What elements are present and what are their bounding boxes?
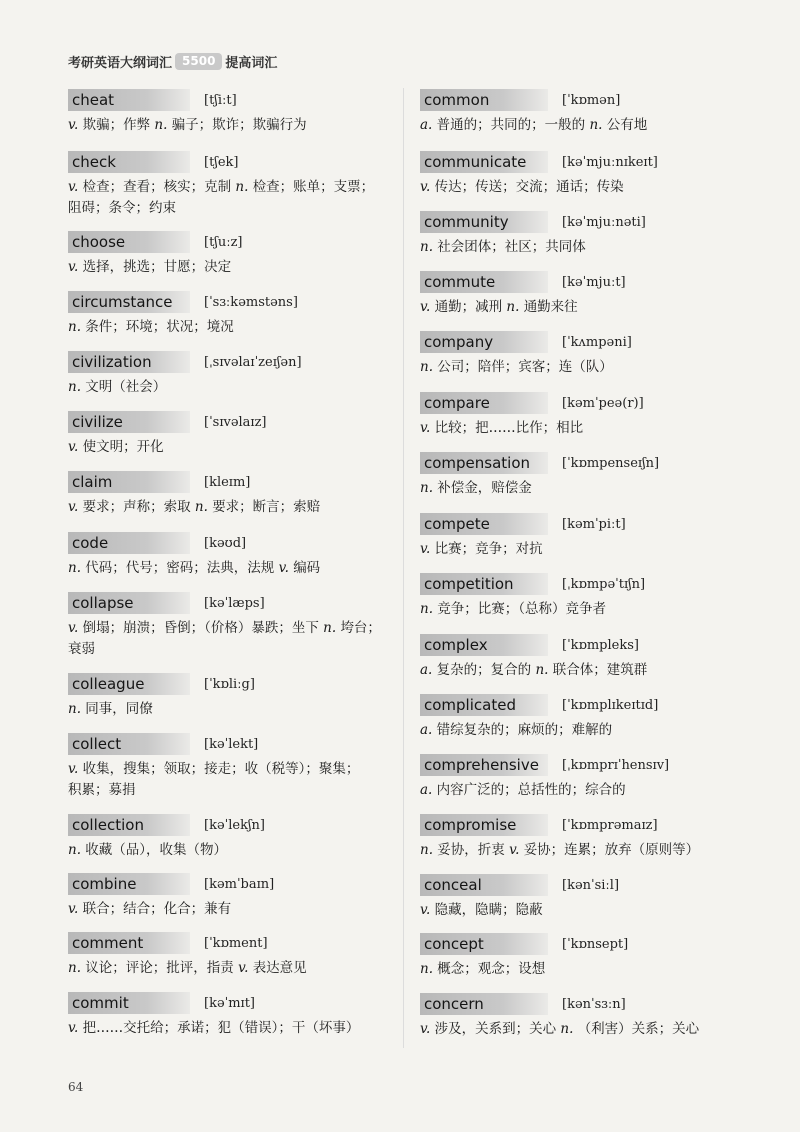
gloss: 要求；声称；索取	[82, 499, 195, 515]
definition-line	[68, 699, 403, 720]
phonetic: [ˈkɒliːg]	[204, 676, 255, 692]
part-of-speech: n.	[560, 1021, 578, 1037]
gloss: 文明（社会）	[85, 379, 167, 395]
definition	[68, 958, 403, 979]
headword: circumstance	[68, 291, 190, 313]
definition	[68, 317, 403, 338]
entry-community	[420, 211, 755, 258]
part-of-speech: n.	[323, 620, 341, 636]
definition-line	[68, 639, 403, 660]
part-of-speech: v.	[420, 1021, 435, 1037]
part-of-speech: n.	[68, 560, 86, 576]
part-of-speech: n.	[420, 601, 438, 617]
definition	[420, 660, 755, 681]
phonetic: [tʃiːt]	[204, 92, 237, 108]
page-number: 64	[68, 1080, 84, 1094]
phonetic: [kəˈmjuːt]	[562, 274, 626, 290]
gloss: 竞争；比赛；（总称）竞争者	[437, 601, 607, 617]
headword: communicate	[420, 151, 548, 173]
definition-line	[68, 177, 403, 198]
gloss: 衰弱	[68, 641, 95, 657]
gloss: 公有地	[606, 117, 648, 133]
gloss: 妥协；连累；放弃（原则等）	[523, 842, 700, 858]
definition-line	[420, 297, 755, 318]
gloss: 比赛；竞争；对抗	[434, 541, 543, 557]
entry-common	[420, 89, 755, 136]
definition-line	[68, 958, 403, 979]
definition	[68, 618, 403, 660]
entry-civilization	[68, 351, 403, 398]
definition-line	[420, 720, 755, 741]
definition	[68, 840, 403, 861]
entry-communicate	[420, 151, 755, 198]
definition	[420, 1019, 755, 1040]
definition	[420, 959, 755, 980]
part-of-speech: n.	[420, 842, 438, 858]
phonetic: [kəˈmɪt]	[204, 995, 255, 1011]
headword: compensation	[420, 452, 548, 474]
phonetic: [ˈkɒmprəmaɪz]	[562, 817, 658, 833]
headword: civilize	[68, 411, 190, 433]
gloss: 表达意见	[252, 960, 307, 976]
definition	[68, 899, 403, 920]
headword: compete	[420, 513, 548, 535]
definition-line	[420, 539, 755, 560]
entry-claim	[68, 471, 403, 518]
definition	[68, 115, 403, 136]
gloss: 社会团体；社区；共同体	[437, 239, 586, 255]
gloss: 积累；募捐	[68, 782, 136, 798]
entry-compensation	[420, 452, 755, 499]
definition-line	[420, 115, 755, 136]
entry-concern	[420, 993, 755, 1040]
headword: complex	[420, 634, 548, 656]
definition-line	[420, 780, 755, 801]
definition-line	[420, 418, 755, 439]
gloss: 联合；结合；化合；兼有	[82, 901, 232, 917]
phonetic: [kəmˈpeə(r)]	[562, 395, 644, 411]
definition	[68, 257, 403, 278]
phonetic: [ˈsɜːkəmstəns]	[204, 294, 298, 310]
header-subtitle: 提高词汇	[225, 55, 278, 71]
definition-line	[68, 899, 403, 920]
gloss: 议论；评论；批评，指责	[85, 960, 239, 976]
part-of-speech: v.	[68, 117, 83, 133]
headword: combine	[68, 873, 190, 895]
phonetic: [tʃek]	[204, 154, 239, 170]
gloss: 选择，挑选；甘愿；决定	[82, 259, 232, 275]
phonetic: [kənˈsiːl]	[562, 877, 620, 893]
definition	[420, 780, 755, 801]
part-of-speech: v.	[420, 902, 435, 918]
phonetic: [kleɪm]	[204, 474, 251, 490]
definition	[68, 699, 403, 720]
definition	[68, 377, 403, 398]
phonetic: [ˌkɒmpəˈtɪʃn]	[562, 576, 646, 592]
phonetic: [kəmˈbaɪn]	[204, 876, 275, 892]
headword: cheat	[68, 89, 190, 111]
part-of-speech: n.	[68, 319, 86, 335]
phonetic: [tʃuːz]	[204, 234, 243, 250]
definition-line	[420, 177, 755, 198]
definition	[420, 539, 755, 560]
headword: concern	[420, 993, 548, 1015]
header-badge: 5500	[175, 53, 222, 70]
gloss: 收藏（品），收集（物）	[85, 842, 228, 858]
phonetic: [kəˈlæps]	[204, 595, 265, 611]
part-of-speech: v.	[68, 439, 83, 455]
entry-conceal	[420, 874, 755, 921]
definition	[68, 497, 403, 518]
part-of-speech: n.	[235, 179, 253, 195]
entry-collapse	[68, 592, 403, 660]
gloss: 欺骗；作弊	[82, 117, 155, 133]
part-of-speech: n.	[154, 117, 172, 133]
headword: comment	[68, 932, 190, 954]
definition	[68, 177, 403, 219]
definition	[420, 599, 755, 620]
gloss: 妥协，折衷	[437, 842, 510, 858]
headword: claim	[68, 471, 190, 493]
entry-collection	[68, 814, 403, 861]
part-of-speech: n.	[68, 960, 86, 976]
column-divider	[403, 88, 404, 1048]
entry-choose	[68, 231, 403, 278]
phonetic: [ˈkɒment]	[204, 935, 268, 951]
headword: choose	[68, 231, 190, 253]
headword: compare	[420, 392, 548, 414]
headword: check	[68, 151, 190, 173]
definition-line	[68, 1018, 403, 1039]
headword: collect	[68, 733, 190, 755]
gloss: 编码	[293, 560, 321, 576]
headword: compromise	[420, 814, 548, 836]
part-of-speech: v.	[420, 179, 435, 195]
definition-line	[68, 780, 403, 801]
part-of-speech: v.	[68, 179, 83, 195]
headword: company	[420, 331, 548, 353]
phonetic: [kəmˈpiːt]	[562, 516, 626, 532]
definition	[420, 478, 755, 499]
gloss: 比较；把……比作；相比	[434, 420, 584, 436]
gloss: 同事，同僚	[85, 701, 153, 717]
phonetic: [ˈkɒnsept]	[562, 936, 629, 952]
part-of-speech: v.	[509, 842, 524, 858]
part-of-speech: v.	[68, 499, 83, 515]
part-of-speech: n.	[194, 499, 213, 515]
part-of-speech: n.	[420, 359, 438, 375]
gloss: 补偿金，赔偿金	[437, 480, 532, 496]
entry-circumstance	[68, 291, 403, 338]
definition-line	[68, 840, 403, 861]
phonetic: [ˌsɪvəlaɪˈzeɪʃən]	[204, 354, 302, 370]
definition-line	[68, 558, 403, 579]
entry-concept	[420, 933, 755, 980]
part-of-speech: v.	[68, 761, 83, 777]
part-of-speech: n.	[68, 842, 86, 858]
entry-check	[68, 151, 403, 219]
headword: collection	[68, 814, 190, 836]
phonetic: [kəˈlekʃn]	[204, 817, 265, 833]
part-of-speech: v.	[68, 1020, 83, 1036]
part-of-speech: n.	[535, 662, 553, 678]
definition	[420, 357, 755, 378]
definition-line	[68, 437, 403, 458]
entry-competition	[420, 573, 755, 620]
phonetic: [kəʊd]	[204, 535, 247, 551]
part-of-speech: n.	[68, 701, 86, 717]
definition	[420, 115, 755, 136]
entry-comprehensive	[420, 754, 755, 801]
entry-commit	[68, 992, 403, 1039]
gloss: 收集，搜集；领取；接走；收（税等）；聚集；	[82, 761, 360, 777]
definition	[68, 1018, 403, 1039]
headword: competition	[420, 573, 548, 595]
gloss: 涉及，关系到；关心	[434, 1021, 561, 1037]
gloss: 把……交托给；承诺；犯（错误）；干（坏事）	[82, 1020, 360, 1036]
definition-line	[420, 237, 755, 258]
part-of-speech: v.	[278, 560, 294, 576]
gloss: 条件；环境；状况；境况	[85, 319, 234, 335]
headword: conceal	[420, 874, 548, 896]
phonetic: [ˈkɒmplɪkeɪtɪd]	[562, 697, 659, 713]
definition-line	[420, 1019, 755, 1040]
entry-civilize	[68, 411, 403, 458]
part-of-speech: n.	[420, 480, 438, 496]
gloss: 内容广泛的；总括性的；综合的	[436, 782, 626, 798]
gloss: 公司；陪伴；宾客；连（队）	[437, 359, 613, 375]
part-of-speech: v.	[68, 259, 83, 275]
definition-line	[420, 357, 755, 378]
gloss: 骗子；欺诈；欺骗行为	[171, 117, 307, 133]
definition	[420, 840, 755, 861]
gloss: 代码；代号；密码；法典，法规	[85, 560, 279, 576]
headword: colleague	[68, 673, 190, 695]
gloss: 隐藏，隐瞒；隐蔽	[434, 902, 543, 918]
gloss: 检查；查看；核实；克制	[82, 179, 236, 195]
part-of-speech: v.	[420, 420, 435, 436]
gloss: 联合体；建筑群	[552, 662, 648, 678]
entry-collect	[68, 733, 403, 801]
definition-line	[68, 115, 403, 136]
headword: common	[420, 89, 548, 111]
entry-comment	[68, 932, 403, 979]
definition-line	[68, 759, 403, 780]
definition	[68, 437, 403, 458]
headword: concept	[420, 933, 548, 955]
headword: commute	[420, 271, 548, 293]
definition-line	[420, 900, 755, 921]
definition-line	[68, 257, 403, 278]
phonetic: [ˈkɒmən]	[562, 92, 621, 108]
definition-line	[420, 478, 755, 499]
entry-compromise	[420, 814, 755, 861]
definition-line	[68, 377, 403, 398]
gloss: 通勤来往	[523, 299, 578, 315]
phonetic: [kəˈmjuːnɪkeɪt]	[562, 154, 658, 170]
definition-line	[420, 840, 755, 861]
gloss: 阻碍；条令；约束	[68, 200, 176, 216]
part-of-speech: n.	[506, 299, 524, 315]
part-of-speech: a.	[420, 117, 437, 133]
definition	[420, 720, 755, 741]
part-of-speech: v.	[420, 299, 435, 315]
entry-code	[68, 532, 403, 579]
gloss: 复杂的；复合的	[436, 662, 536, 678]
definition-line	[68, 317, 403, 338]
entry-commute	[420, 271, 755, 318]
part-of-speech: v.	[238, 960, 253, 976]
definition-line	[68, 618, 403, 639]
gloss: （利害）关系；关心	[577, 1021, 700, 1037]
part-of-speech: v.	[68, 620, 83, 636]
part-of-speech: n.	[420, 239, 438, 255]
entry-compare	[420, 392, 755, 439]
headword: comprehensive	[420, 754, 548, 776]
definition	[420, 237, 755, 258]
gloss: 通勤；减刑	[434, 299, 507, 315]
phonetic: [kənˈsɜːn]	[562, 996, 626, 1012]
part-of-speech: a.	[420, 662, 437, 678]
entry-complicated	[420, 694, 755, 741]
definition-line	[420, 660, 755, 681]
headword: civilization	[68, 351, 190, 373]
phonetic: [ˈkʌmpəni]	[562, 334, 632, 350]
part-of-speech: n.	[68, 379, 86, 395]
definition	[420, 177, 755, 198]
definition-line	[68, 198, 403, 219]
entry-complex	[420, 634, 755, 681]
gloss: 使文明；开化	[82, 439, 164, 455]
headword: collapse	[68, 592, 190, 614]
headword: community	[420, 211, 548, 233]
entry-compete	[420, 513, 755, 560]
part-of-speech: n.	[589, 117, 607, 133]
definition-line	[420, 959, 755, 980]
part-of-speech: v.	[68, 901, 83, 917]
definition	[420, 297, 755, 318]
definition	[68, 759, 403, 801]
definition	[420, 418, 755, 439]
gloss: 倒塌；崩溃；昏倒；（价格）暴跌；坐下	[82, 620, 324, 636]
gloss: 错综复杂的；麻烦的；难解的	[436, 722, 613, 738]
entry-colleague	[68, 673, 403, 720]
phonetic: [kəˈlekt]	[204, 736, 259, 752]
definition	[68, 558, 403, 579]
definition-line	[420, 599, 755, 620]
headword: code	[68, 532, 190, 554]
part-of-speech: a.	[420, 722, 437, 738]
gloss: 检查；账单；支票；	[252, 179, 375, 195]
gloss: 垮台；	[340, 620, 381, 636]
gloss: 概念；观念；设想	[437, 961, 546, 977]
phonetic: [ˌkɒmprɪˈhensɪv]	[562, 757, 670, 773]
gloss: 普通的；共同的；一般的	[436, 117, 590, 133]
gloss: 要求；断言；索赔	[212, 499, 321, 515]
part-of-speech: n.	[420, 961, 438, 977]
part-of-speech: a.	[420, 782, 437, 798]
header-title: 考研英语大纲词汇	[68, 55, 173, 71]
phonetic: [ˈsɪvəlaɪz]	[204, 414, 267, 430]
phonetic: [kəˈmjuːnəti]	[562, 214, 646, 230]
definition-line	[68, 497, 403, 518]
headword: complicated	[420, 694, 548, 716]
page-header	[68, 50, 277, 72]
entry-combine	[68, 873, 403, 920]
phonetic: [ˈkɒmpleks]	[562, 637, 639, 653]
gloss: 传达；传送；交流；通话；传染	[434, 179, 624, 195]
phonetic: [ˈkɒmpenseɪʃn]	[562, 455, 660, 471]
headword: commit	[68, 992, 190, 1014]
definition	[420, 900, 755, 921]
entry-cheat	[68, 89, 403, 136]
entry-company	[420, 331, 755, 378]
part-of-speech: v.	[420, 541, 435, 557]
